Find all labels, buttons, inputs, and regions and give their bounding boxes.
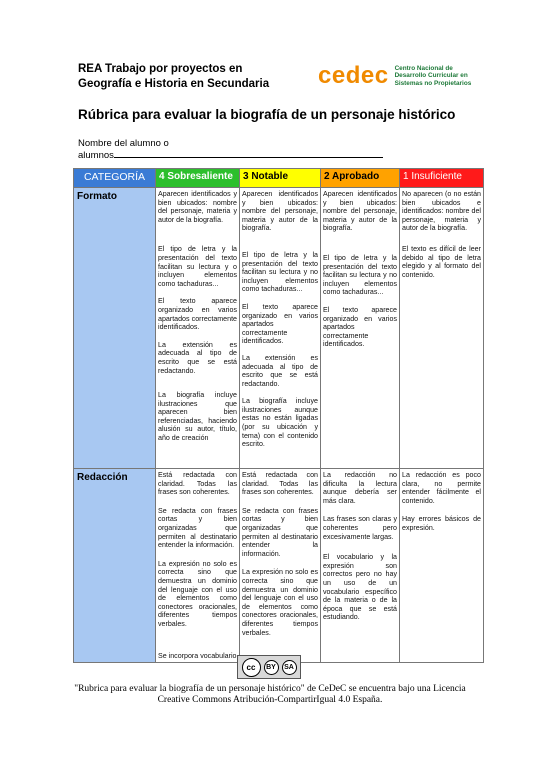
criterion-text: Se incorpora vocabulario [158,651,237,660]
criterion-text: El texto aparece organizado en varios apartados correctamente identificados. [323,305,397,349]
header-notable: 3 Notable [240,169,321,188]
cell-redaccion-2 [321,469,400,663]
student-label-line2: alumnos [78,150,114,161]
criterion-text: Aparecen identificados y bien ubicados: nombre del personaje, materia y autor de la biografía. [242,190,318,233]
cell-formato-1 [400,188,484,469]
cell-redaccion-1 [400,469,484,663]
criterion-text: Se redacta con frases cortas y bien organizadas que permiten al destinatario entender la información. [158,506,237,550]
criterion-text: La expresión no solo es correcta sino que demuestra un dominio del lenguaje con el uso de elementos como conectores oracionales, diferentes tiempos verbales. [242,568,318,637]
header-insuficiente: 1 Insuficiente [400,169,484,188]
cell-redaccion-4 [156,469,240,663]
criterion-text: La expresión no solo es correcta sino que demuestra un dominio del lenguaje con el uso de elementos como conectores oracionales, diferentes tiempos verbales. [158,559,237,628]
category-formato: Formato [74,188,156,469]
header-aprobado: 2 Aprobado [321,169,400,188]
header-title-line1: REA Trabajo por proyectos en [78,63,243,75]
student-name-field [78,138,388,161]
creative-commons-badge-icon[interactable] [237,655,301,679]
rubric-title: Rúbrica para evaluar la biografía de un personaje histórico [78,107,456,122]
criterion-text: Las frases son claras y coherentes pero excesivamente largas. [323,515,397,541]
criterion-text: La redacción no dificulta la lectura aunque debería ser más clara. [323,471,397,505]
criterion-text: La biografía incluye ilustraciones que aparecen bien referenciadas, haciendo alusión su autor, título, año de creación [158,391,237,443]
document-header-title [78,62,308,92]
license-line2: Creative Commons Atribución-CompartirIgual 4.0 España. [157,695,383,705]
criterion-text: El texto aparece organizado en varios apartados correctamente identificados. [242,302,318,346]
cell-formato-2 [321,188,400,469]
cell-formato-3 [240,188,321,469]
rubric-row-redaccion [74,469,484,663]
rubric-header-row [74,169,484,188]
criterion-text: El vocabulario y la expresión son correctos pero no hay un uso de un vocabulario específico de la materia o de la época que se está estudiando. [323,553,397,622]
logo-subtitle: Centro Nacional de Desarrollo Curricular en Sistemas no Propietarios [394,64,472,87]
criterion-text: La biografía incluye ilustraciones aunque estas no están ligadas (por su ubicación y tema) con el contenido escrito. [242,397,318,449]
student-name-line [114,149,383,158]
criterion-text: Se redacta con frases cortas y bien organizadas que permiten al destinatario entender la información. [242,506,318,558]
criterion-text: La extensión es adecuada al tipo de escrito que se está redactando. [242,353,318,388]
rubric-table [73,168,484,663]
header-category: CATEGORÍA [74,169,156,188]
student-label-line1: Nombre del alumno o [78,138,169,149]
logo-word: cedec [318,62,389,89]
criterion-text: Aparecen identificados y bien ubicados: nombre del personaje, materia y autor de la biografía. [158,190,237,224]
criterion-text: La redacción es poco clara, no permite entender fácilmente el contenido. [402,471,481,505]
criterion-text: El tipo de letra y la presentación del texto facilitan su lectura y no incluyen elementos como tachaduras... [242,250,318,294]
header-sobresaliente: 4 Sobresaliente [156,169,240,188]
license-notice [60,684,480,706]
category-redaccion: Redacción [74,469,156,663]
criterion-text: Está redactada con claridad. Todas las frases son coherentes. [242,471,318,497]
cc-icon: cc [242,658,261,677]
attribution-icon: BY [264,660,279,675]
rubric-row-formato [74,188,484,469]
cedec-logo [318,62,481,90]
criterion-text: Aparecen identificados y bien ubicados: nombre del personaje, materia y autor de la biografía. [323,190,397,233]
share-alike-icon: SA [282,660,297,675]
header-title-line2: Geografía e Historia en Secundaria [78,78,270,90]
criterion-text: Hay errores básicos de expresión. [402,515,481,532]
criterion-text: Está redactada con claridad. Todas las frases son coherentes. [158,471,237,497]
criterion-text: No aparecen (o no están bien ubicados e identificados: nombre del personaje, materia y autor de la biografía. [402,190,481,233]
criterion-text: La extensión es adecuada al tipo de escrito que se está redactando. [158,340,237,375]
criterion-text: El texto aparece organizado en varios apartados correctamente identificados. [158,297,237,332]
cell-redaccion-3 [240,469,321,663]
criterion-text: El texto es difícil de leer debido al tipo de letra elegido y al formato del contenido. [402,244,481,279]
criterion-text: El tipo de letra y la presentación del texto facilitan su lectura y o incluyen elementos como tachaduras... [158,245,237,288]
license-line1: "Rubrica para evaluar la biografía de un personaje histórico" de CeDeC se encuentra bajo una Licencia [74,684,466,694]
cell-formato-4 [156,188,240,469]
criterion-text: El tipo de letra y la presentación del texto facilitan su lectura y no incluyen elementos como tachaduras... [323,253,397,297]
